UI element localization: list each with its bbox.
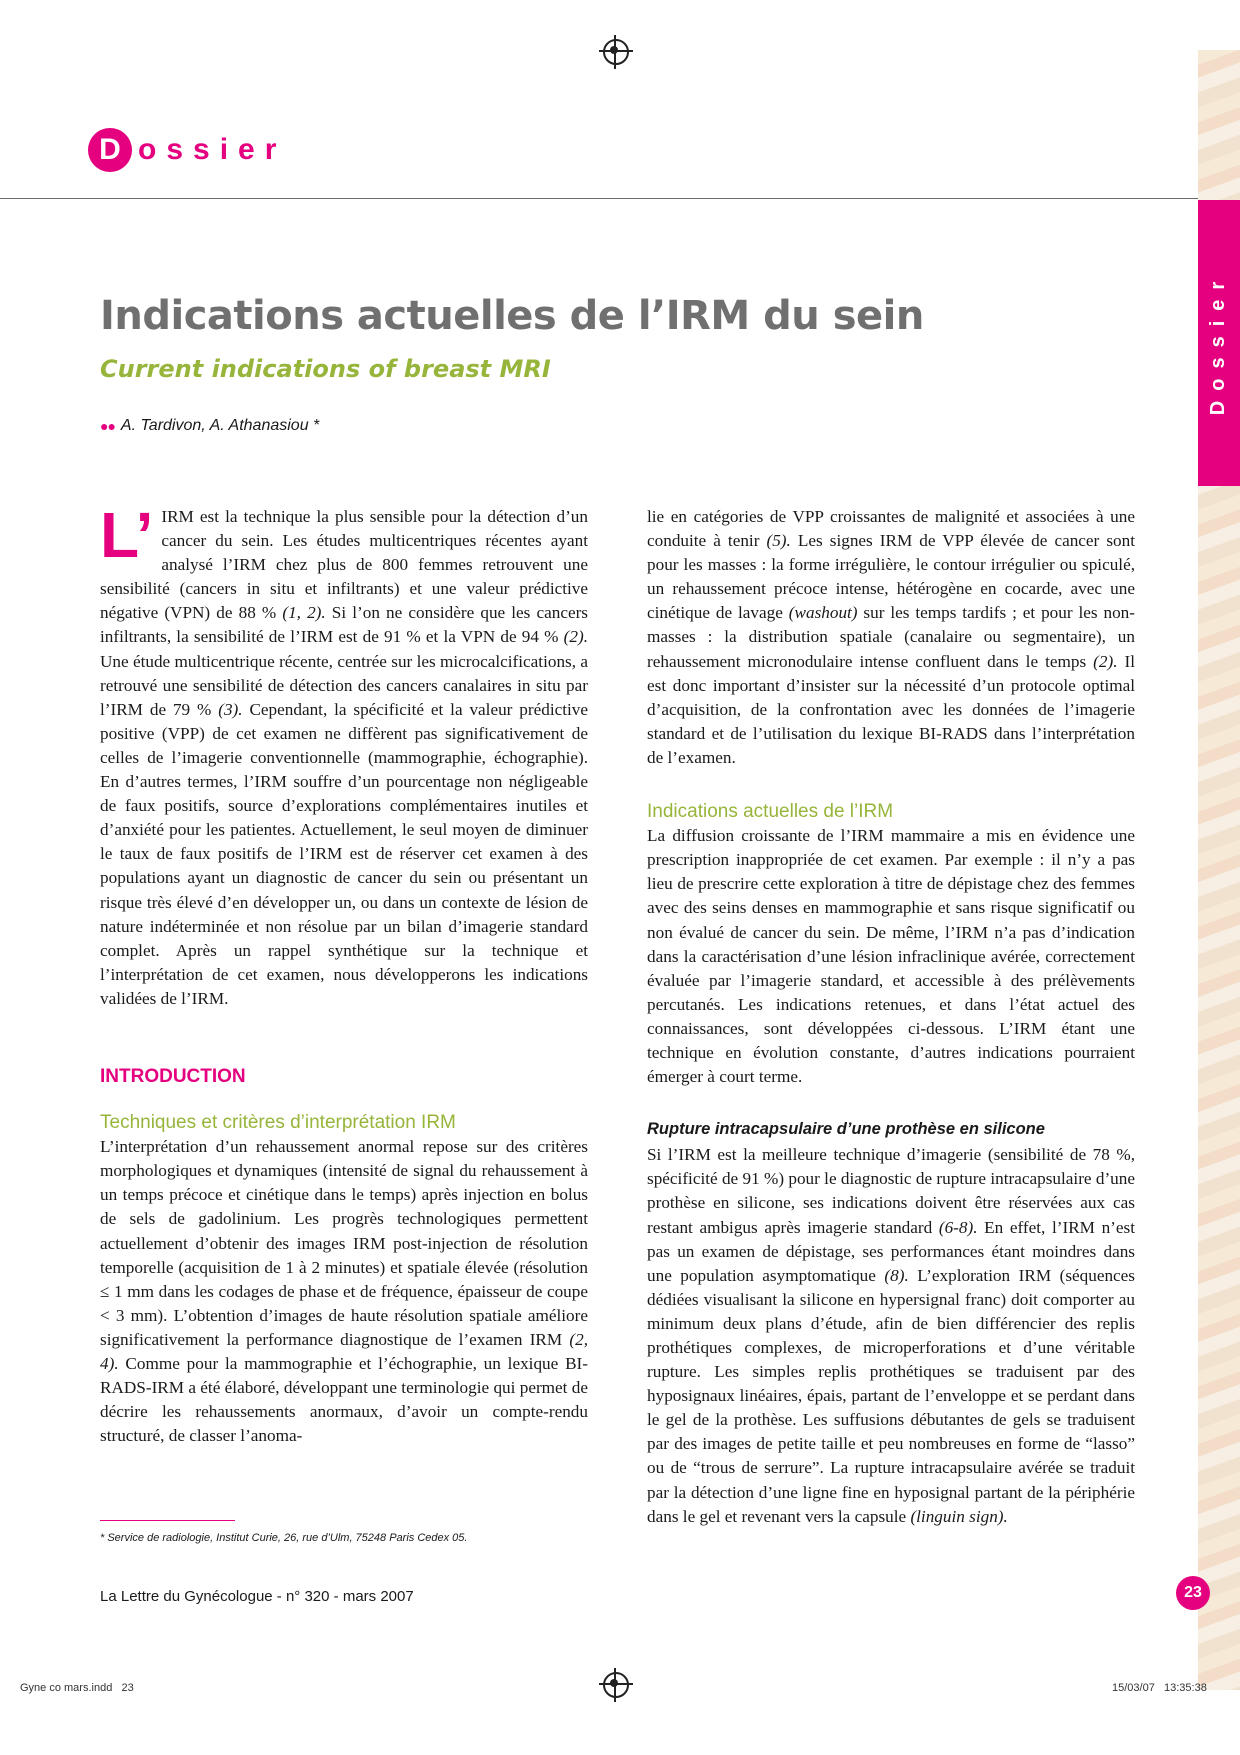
citation: (2, 4). (100, 1329, 588, 1373)
techniques-paragraph: L’interprétation d’un rehaussement anormal repose sur des critères morphologiques et dynamiques (intensité de signal du rehaussement à un temps précoce et cinétique dans le temps) après injection en bolus de sels de gadolinium. Les progrès technologiques permettent actuellement d’obtenir des images IRM post-injection de résolution temporelle (acquisition de 1 à 2 minutes) et spatiale élevée (résolution ≤ 1 mm dans les codages de phase et de fréquence, épaisseur de coupe < 3 mm). L’obtention d’images de haute résolution spatiale améliore significativement la performance diagnostique de l’examen IRM (2, 4). Comme pour la mammographie et l’échographie, un lexique BI-RADS-IRM a été élaboré, développant une terminologie qui permet de décrire les rehaussements anormaux, d’avoir un compte-rendu structuré, de classer l’anoma- (100, 1137, 588, 1446)
continuation-paragraph: lie en catégories de VPP croissantes de malignité et associées à une conduite à tenir (5). Les signes IRM de VPP élevée de cancer sont pour les masses : la forme irrégulière, le contour irrégulier ou spiculé, un rehaussement précoce intense, hétérogène en cocarde, avec une cinétique de lavage (washout) sur les temps tardifs ; et pour les non-masses : la distribution spatiale (canalaire ou segmentaire), un rehaussement micronodulaire intense confluent dans le temps (2). Il est donc important d’insister sur la nécessité d’un protocole optimal d’acquisition, de la confrontation avec les données de l’imagerie standard et de l’utilisation du lexique BI-RADS dans l’interprétation de l’examen. (647, 507, 1136, 767)
citation: (1, 2). (282, 603, 326, 623)
citation: (3). (218, 699, 243, 719)
citation: (2). (1093, 651, 1118, 671)
logo-letter: D (88, 128, 132, 172)
registration-mark-icon (603, 39, 629, 65)
term-linguin-sign: (linguin sign). (910, 1506, 1008, 1526)
rupture-paragraph: Si l’IRM est la meilleure technique d’imagerie (sensibilité de 78 %, spécificité de 91 %) pour le diagnostic de rupture intracapsulaire d’une prothèse en silicone, ses indications doivent être réservées aux cas restant ambigus après imagerie standard (6-8). En effet, l’IRM n’est pas un examen de dépistage, ses performances étant moindres dans une population asymptomatique (8). L’exploration IRM (séquences dédiées visualisant la silicone en hypersignal franc) doit comporter au minimum deux plans d’étude, afin de bien différencier des replis prothétiques complexes, de microperforations et d’une véritable rupture. Les simples replis prothétiques se traduisent par des hyposignaux linéaires, épais, partant de l’enveloppe et se perdant dans le gel de la prothèse. Les suffusions débutantes de gels se traduisent par des images de petite taille et peu nombreuses en forme de “lasso” ou de “trous de serrure”. La rupture intracapsulaire avérée se traduit par la détection d’une ligne fine en hyposignal partant de la périphérie dans le gel et revenant vers la capsule (linguin sign). (647, 1145, 1136, 1526)
article-title: Indications actuelles de l’IRM du sein (100, 293, 924, 339)
print-slug-timestamp: 15/03/07 13:35:38 (1112, 1682, 1207, 1694)
article-subtitle: Current indications of breast MRI (100, 355, 551, 383)
intro-paragraph: L’ IRM est la technique la plus sensible pour la détection d’un cancer du sein. Les études multicentriques récentes ayant analysé l’IRM chez plus de 800 femmes retrouvent une sensibilité (cancers in situ et infiltrants) et une valeur prédictive négative (VPN) de 88 % (1, 2). Si l’on ne considère que les cancers infiltrants, la sensibilité de l’IRM est de 91 % et la VPN de 94 % (2). Une étude multicentrique récente, centrée sur les microcalcifications, a retrouvé une sensibilité de détection des cancers canalaires in situ par l’IRM de 79 % (3). Cependant, la spécificité et la valeur prédictive positive (VPP) de cet examen ne diffèrent pas significativement de celles de l’imagerie conventionnelle (mammographie, échographie). En d’autres termes, l’IRM souffre d’un pourcentage non négligeable de faux positifs, source d’explorations complémentaires inutiles et d’anxiété pour les patientes. Actuellement, le seul moyen de diminuer le taux de faux positifs de l’IRM est de réserver cet examen à des populations ayant un diagnostic de cancer du sein ou présentant un risque très élevé d’en développer un, ou dans un contexte de lésion de nature indéterminée et non résolue par un bilan d’imagerie standard complet. Après un rappel synthétique sur la technique et l’interprétation de cet examen, nous développerons les indications validées de l’IRM. (100, 499, 588, 1008)
section-logo (88, 128, 286, 172)
print-slug-file: Gyne co mars.indd 23 (20, 1682, 134, 1694)
registration-mark-icon (603, 1672, 629, 1698)
header-divider (0, 198, 1200, 199)
journal-citation: La Lettre du Gynécologue - n° 320 - mars 2007 (100, 1588, 414, 1605)
left-column (100, 499, 588, 1448)
subheading-indications: Indications actuelles de l’IRM (647, 801, 894, 823)
footnote-divider (100, 1520, 235, 1521)
page-number: 23 (1176, 1576, 1210, 1610)
side-tab-label: Dossier (1207, 271, 1230, 415)
citation: (6-8). (938, 1217, 978, 1237)
citation: (2). (563, 627, 588, 647)
section-heading-introduction: INTRODUCTION (100, 1065, 246, 1087)
authors: A. Tardivon, A. Athanasiou * (120, 417, 320, 434)
affiliation-footnote: * Service de radiologie, Institut Curie, 26, rue d’Ulm, 75248 Paris Cedex 05. (100, 1532, 468, 1544)
indications-paragraph: La diffusion croissante de l’IRM mammaire a mis en évidence une prescription inappropriée de cet examen. Par exemple : il n’y a pas lieu de prescrire cette exploration à titre de dépistage chez des femmes avec des seins denses en mammographie et sans risque significatif ou non évalué de cancer du sein. De même, l’IRM n’a pas d’indication dans la caractérisation d’une lésion infraclinique avérée, correctement évaluée par l’imagerie standard, et accessible à des prélèvements percutanés. Les indications retenues, et dans l’état actuel des connaissances, sont développées ci-dessous. L’IRM étant une technique en évolution constante, d’autres indications pourraient émerger à court terme. (647, 826, 1135, 1087)
right-column (647, 505, 1135, 1529)
subheading-rupture: Rupture intracapsulaire d’une prothèse en silicone (647, 1120, 1045, 1139)
citation: (5). (766, 531, 791, 551)
section-side-tab (1198, 200, 1240, 486)
drop-cap: L’ (100, 499, 154, 571)
term-washout: (washout) (788, 603, 858, 623)
author-line (100, 417, 319, 435)
logo-word: ossier (138, 133, 287, 166)
subheading-techniques: Techniques et critères d’interprétation IRM (100, 1112, 456, 1134)
citation: (8). (884, 1265, 909, 1285)
author-bullets: ●● (100, 418, 115, 434)
